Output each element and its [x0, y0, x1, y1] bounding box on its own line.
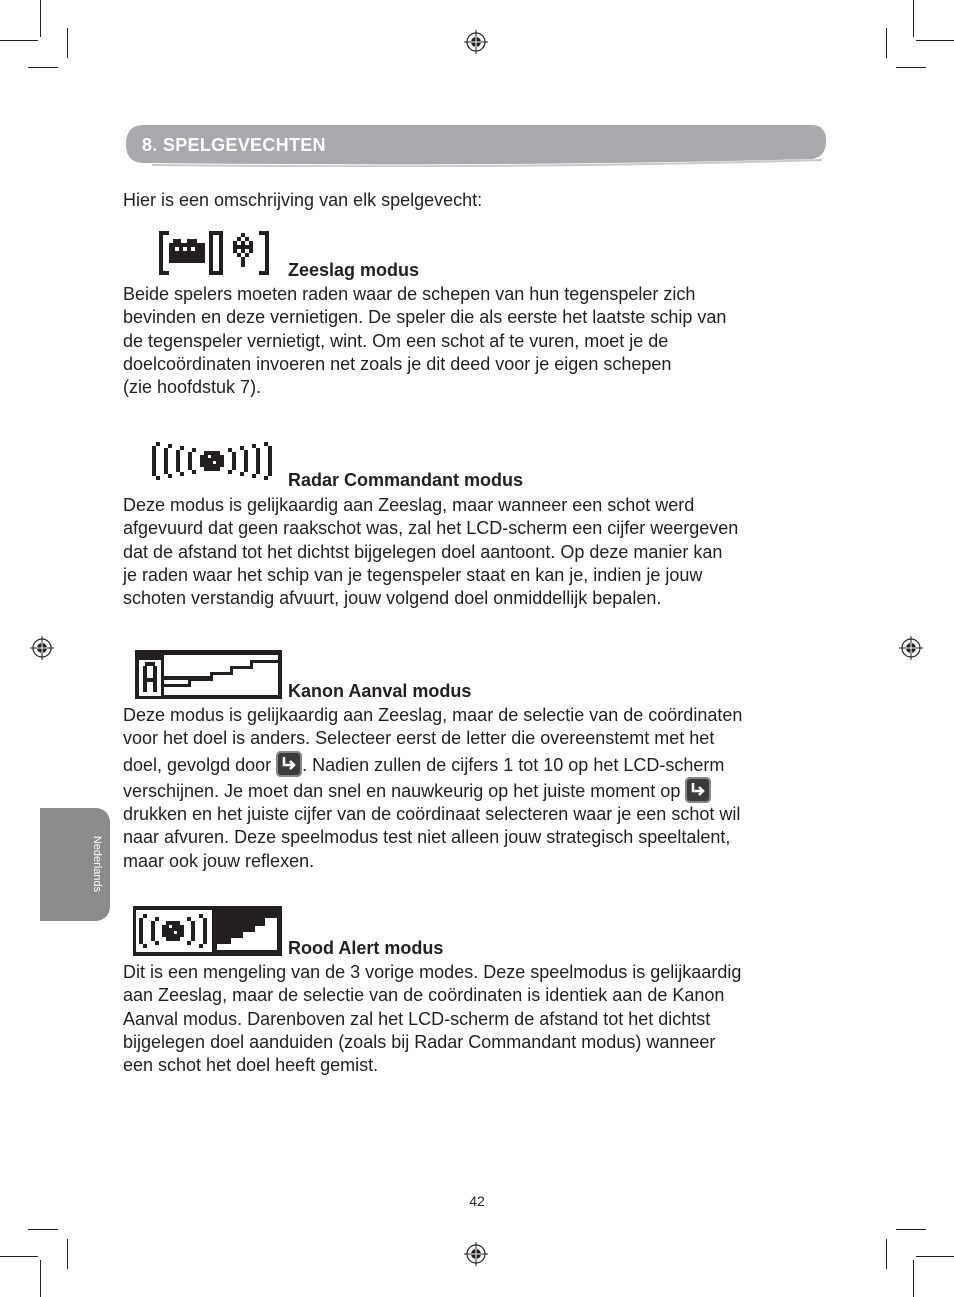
mode-description-zeeslag	[123, 283, 726, 399]
section-title: 8. SPELGEVECHTEN	[142, 135, 326, 155]
paragraph-line: naar afvuren. Deze speelmodus test niet alleen jouw strategisch speeltalent,	[123, 827, 731, 848]
crop-mark	[28, 1229, 58, 1230]
inline-text: doel, gevolgd door	[123, 754, 272, 775]
crop-mark	[896, 1229, 926, 1230]
mode-title-kanon-aanval: Kanon Aanval modus	[288, 681, 472, 701]
paragraph-line: dat de afstand tot het dichtst bijgelegen doel aantoont. Op deze manier kan	[123, 541, 723, 562]
mode-description-kanon-aanval	[123, 704, 742, 873]
inline-text: . Nadien zullen de cijfers 1 tot 10 op het LCD-scherm	[302, 754, 725, 775]
paragraph-line	[123, 751, 742, 777]
crop-mark	[886, 28, 887, 58]
crop-mark	[67, 28, 68, 58]
crop-mark	[28, 67, 58, 68]
mode-title-zeeslag: Zeeslag modus	[288, 260, 420, 280]
enter-key-icon	[276, 751, 302, 777]
paragraph-line: de tegenspeler vernietigt, wint. Om een schot af te vuren, moet je de	[123, 330, 669, 351]
paragraph-line: je raden waar het schip van je tegenspeler staat en kan je, indien je jouw	[123, 564, 703, 585]
paragraph-line: maar ook jouw reflexen.	[123, 850, 315, 871]
paragraph-line	[123, 777, 742, 803]
crop-mark	[40, 1260, 41, 1297]
mode-description-rood-alert	[123, 961, 741, 1077]
mode-description-radar-commandant	[123, 494, 738, 610]
lcd-red-alert-icon	[133, 906, 282, 956]
crop-mark	[916, 40, 954, 41]
registration-mark-icon	[30, 636, 54, 660]
paragraph-line: bijgelegen doel aanduiden (zoals bij Radar Commandant modus) wanneer	[123, 1031, 716, 1052]
crop-mark	[40, 0, 41, 37]
crop-mark	[0, 1256, 38, 1257]
paragraph-line: drukken en het juiste cijfer van de coördinaat selecteren waar je een schot wil	[123, 804, 741, 825]
enter-key-icon	[685, 777, 711, 803]
mode-title-radar-commandant: Radar Commandant modus	[288, 470, 524, 490]
paragraph-line: Deze modus is gelijkaardig aan Zeeslag, maar de selectie van de coördinaten	[123, 705, 743, 725]
crop-mark	[67, 1239, 68, 1269]
crop-mark	[896, 67, 926, 68]
lcd-ship-target-icon	[157, 227, 279, 277]
paragraph-line: afgevuurd dat geen raakschot was, zal het LCD-scherm een cijfer weergeven	[123, 518, 739, 539]
crop-mark	[886, 1239, 887, 1269]
lcd-cannon-staircase-icon	[135, 650, 282, 699]
crop-mark	[0, 40, 38, 41]
lcd-radar-icon	[148, 436, 276, 486]
page-number: 42	[469, 1193, 485, 1209]
paragraph-line: schoten verstandig afvuurt, jouw volgend doel onmiddellijk bepalen.	[123, 588, 662, 609]
language-tab-label: Nederlands	[91, 835, 103, 893]
crop-mark	[913, 1260, 914, 1297]
paragraph-line: (zie hoofdstuk 7).	[123, 377, 262, 398]
crop-mark	[913, 0, 914, 37]
paragraph-line: bevinden en deze vernietigen. De speler die als eerste het laatste schip van	[123, 307, 727, 328]
paragraph-line: Beide spelers moeten raden waar de schepen van hun tegenspeler zich	[123, 284, 696, 304]
intro-text: Hier is een omschrijving van elk spelgevecht:	[123, 190, 483, 210]
paragraph-line: Deze modus is gelijkaardig aan Zeeslag, maar wanneer een schot werd	[123, 495, 695, 515]
mode-title-rood-alert: Rood Alert modus	[288, 938, 444, 958]
paragraph-line: aan Zeeslag, maar de selectie van de coördinaten is identiek aan de Kanon	[123, 985, 725, 1006]
registration-mark-icon	[899, 636, 923, 660]
paragraph-line: doelcoördinaten invoeren net zoals je dit deed voor je eigen schepen	[123, 353, 672, 374]
paragraph-line: Aanval modus. Darenboven zal het LCD-scherm de afstand tot het dichtst	[123, 1008, 711, 1029]
paragraph-line: voor het doel is anders. Selecteer eerst de letter die overeenstemt met het	[123, 728, 715, 749]
registration-mark-icon	[464, 30, 488, 54]
inline-text: verschijnen. Je moet dan snel en nauwkeurig op het juiste moment op	[123, 780, 681, 801]
registration-mark-icon	[464, 1242, 488, 1266]
paragraph-line: een schot het doel heeft gemist.	[123, 1055, 379, 1076]
crop-mark	[916, 1256, 954, 1257]
paragraph-line: Dit is een mengeling van de 3 vorige modes. Deze speelmodus is gelijkaardig	[123, 962, 742, 982]
